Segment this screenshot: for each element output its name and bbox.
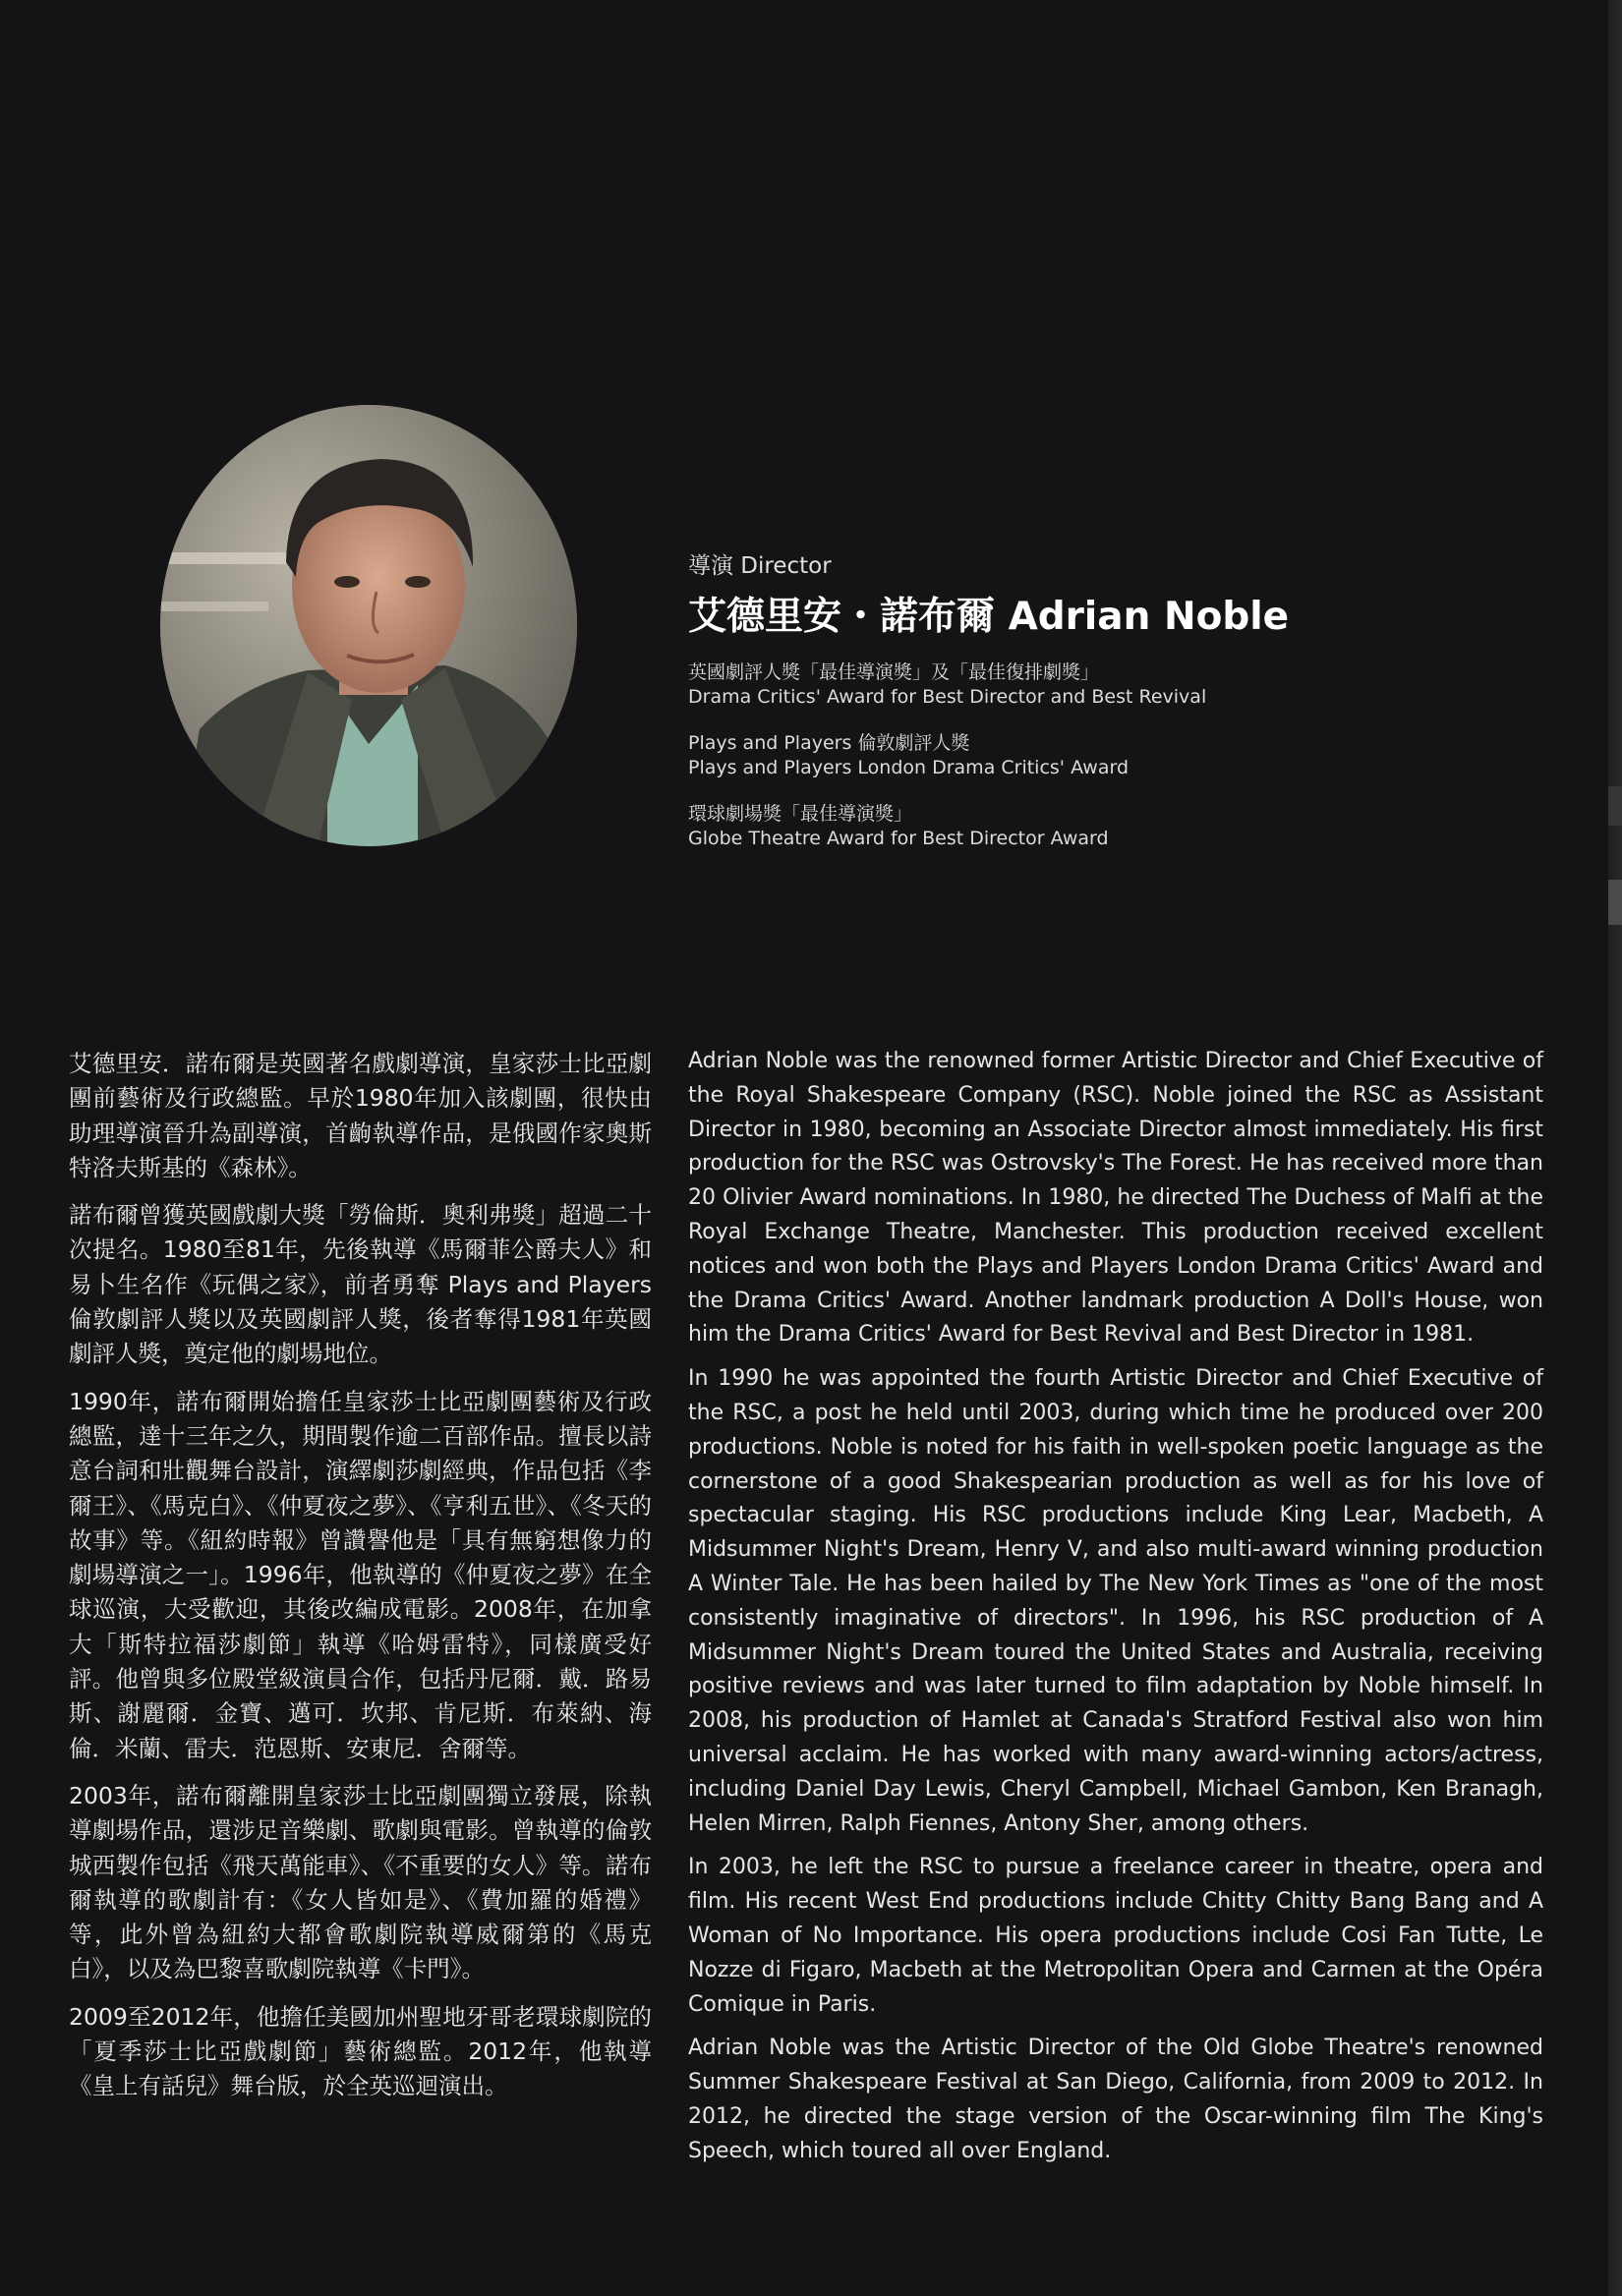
director-header	[688, 547, 1593, 873]
page-edge-tab	[1608, 786, 1622, 826]
director-name: 艾德里安・諾布爾 Adrian Noble	[688, 595, 1290, 639]
bio-paragraph-en: Adrian Noble was the Artistic Director of the Old Globe Theatre's renowned Summer Shakespeare Festival at San Diego, California, from 2009 to 2012. In 2012, he directed the stage version of the Oscar-winning film The King's Speech, which toured all over England.	[688, 2036, 1543, 2163]
bio-paragraph-zh: 艾德里安．諾布爾是英國著名戲劇導演，皇家莎士比亞劇團前藝術及行政總監。早於1980年加入該劇團，很快由助理導演晉升為副導演，首齣執導作品，是俄國作家奧斯特洛夫斯基的《森林》。	[69, 1050, 652, 1181]
chinese-biography	[69, 1047, 652, 2117]
portrait-illustration	[160, 405, 577, 846]
bio-paragraph-zh: 諾布爾曾獲英國戲劇大獎「勞倫斯．奧利弗獎」超過二十次提名。1980至81年，先後執導《馬爾菲公爵夫人》和易卜生名作《玩偶之家》，前者勇奪 Plays and Players 倫敦劇評人獎以及英國劇評人獎，後者奪得1981年英國劇評人獎，奠定他的劇場地位。	[69, 1201, 652, 1368]
bio-paragraph-zh: 2003年，諾布爾離開皇家莎士比亞劇團獨立發展，除執導劇場作品，還涉足音樂劇、歌劇與電影。曾執導的倫敦城西製作包括《飛天萬能車》、《不重要的女人》等。諾布爾執導的歌劇計有：《女人皆如是》、《費加羅的婚禮》等，此外曾為紐約大都會歌劇院執導威爾第的《馬克白》，以及為巴黎喜歌劇院執導《卡門》。	[69, 1781, 652, 1983]
award-zh: 環球劇場獎「最佳導演獎」	[688, 803, 913, 825]
director-portrait	[160, 405, 577, 846]
page-edge	[1608, 0, 1622, 2296]
award-en: Plays and Players London Drama Critics' Award	[688, 757, 1130, 778]
award-en: Drama Critics' Award for Best Director and Best Revival	[688, 686, 1207, 708]
award-item	[688, 802, 1593, 851]
award-zh: 英國劇評人獎「最佳導演獎」及「最佳復排劇獎」	[688, 661, 1100, 683]
award-en: Globe Theatre Award for Best Director Award	[688, 828, 1109, 849]
bio-paragraph-en: Adrian Noble was the renowned former Artistic Director and Chief Executive of the Royal Shakespeare Company (RSC). Noble joined the RSC as Assistant Director in 1980, becoming an Associate Director almost immediately. His first production for the RSC was Ostrovsky's The Forest. He has received more than 20 Olivier Award nominations. In 1980, he directed The Duchess of Malfi at the Royal Exchange Theatre, Manchester. This production received excellent notices and won both the Plays and Players London Drama Critics' Award and the Drama Critics' Award. Another landmark production A Doll's House, won him the Drama Critics' Award for Best Revival and Best Director in 1981.	[688, 1049, 1543, 1348]
award-zh: Plays and Players 倫敦劇評人獎	[688, 732, 970, 754]
bio-paragraph-en: In 2003, he left the RSC to pursue a freelance career in theatre, opera and film. His recent West End productions include Chitty Chitty Bang Bang and A Woman of No Importance. His opera productions include Cosi Fan Tutte, Le Nozze di Figaro, Macbeth at the Metropolitan Opera and Carmen at the Opéra Comique in Paris.	[688, 1855, 1543, 2017]
bio-paragraph-en: In 1990 he was appointed the fourth Artistic Director and Chief Executive of the RSC, a post he held until 2003, during which time he produced over 200 productions. Noble is noted for his faith in well-spoken poetic language as the cornerstone of a good Shakespearian production as well as for his love of spectacular staging. His RSC productions include King Lear, Macbeth, A Midsummer Night's Dream, Henry V, and also multi-award winning production A Winter Tale. He has been hailed by The New York Times as "one of the most consistently imaginative of directors". In 1996, his RSC production of A Midsummer Night's Dream toured the United States and Australia, receiving positive reviews and was later turned to film adaptation by Noble himself. In 2008, his production of Hamlet at Canada's Stratford Festival also won him universal acclaim. He has worked with many award-winning actors/actress, including Daniel Day Lewis, Cheryl Campbell, Michael Gambon, Ken Branagh, Helen Mirren, Ralph Fiennes, Antony Sher, among others.	[688, 1366, 1543, 1836]
english-biography	[688, 1045, 1543, 2179]
page-edge-tab	[1608, 880, 1622, 925]
bio-paragraph-zh: 2009至2012年，他擔任美國加州聖地牙哥老環球劇院的「夏季莎士比亞戲劇節」藝術總監。2012年，他執導《皇上有話兒》舞台版，於全英巡迴演出。	[69, 2002, 652, 2100]
award-item	[688, 660, 1593, 710]
role-label: 導演 Director	[688, 553, 832, 579]
bio-paragraph-zh: 1990年，諾布爾開始擔任皇家莎士比亞劇團藝術及行政總監，達十三年之久，期間製作逾二百部作品。擅長以詩意台詞和壯觀舞台設計，演繹劇莎劇經典，作品包括《李爾王》、《馬克白》、《仲夏夜之夢》、《亨利五世》、《冬天的故事》等。《紐約時報》曾讚譽他是「具有無窮想像力的劇場導演之一」。1996年，他執導的《仲夏夜之夢》在全球巡演，大受歡迎，其後改編成電影。2008年，在加拿大「斯特拉福莎劇節」執導《哈姆雷特》，同樣廣受好評。他曾與多位殿堂級演員合作，包括丹尼爾．戴．路易斯、謝麗爾．金寶、邁可．坎邦、肯尼斯．布萊納、海倫．米蘭、雷夫．范恩斯、安東尼．舍爾等。	[69, 1387, 652, 1762]
award-item	[688, 731, 1593, 780]
